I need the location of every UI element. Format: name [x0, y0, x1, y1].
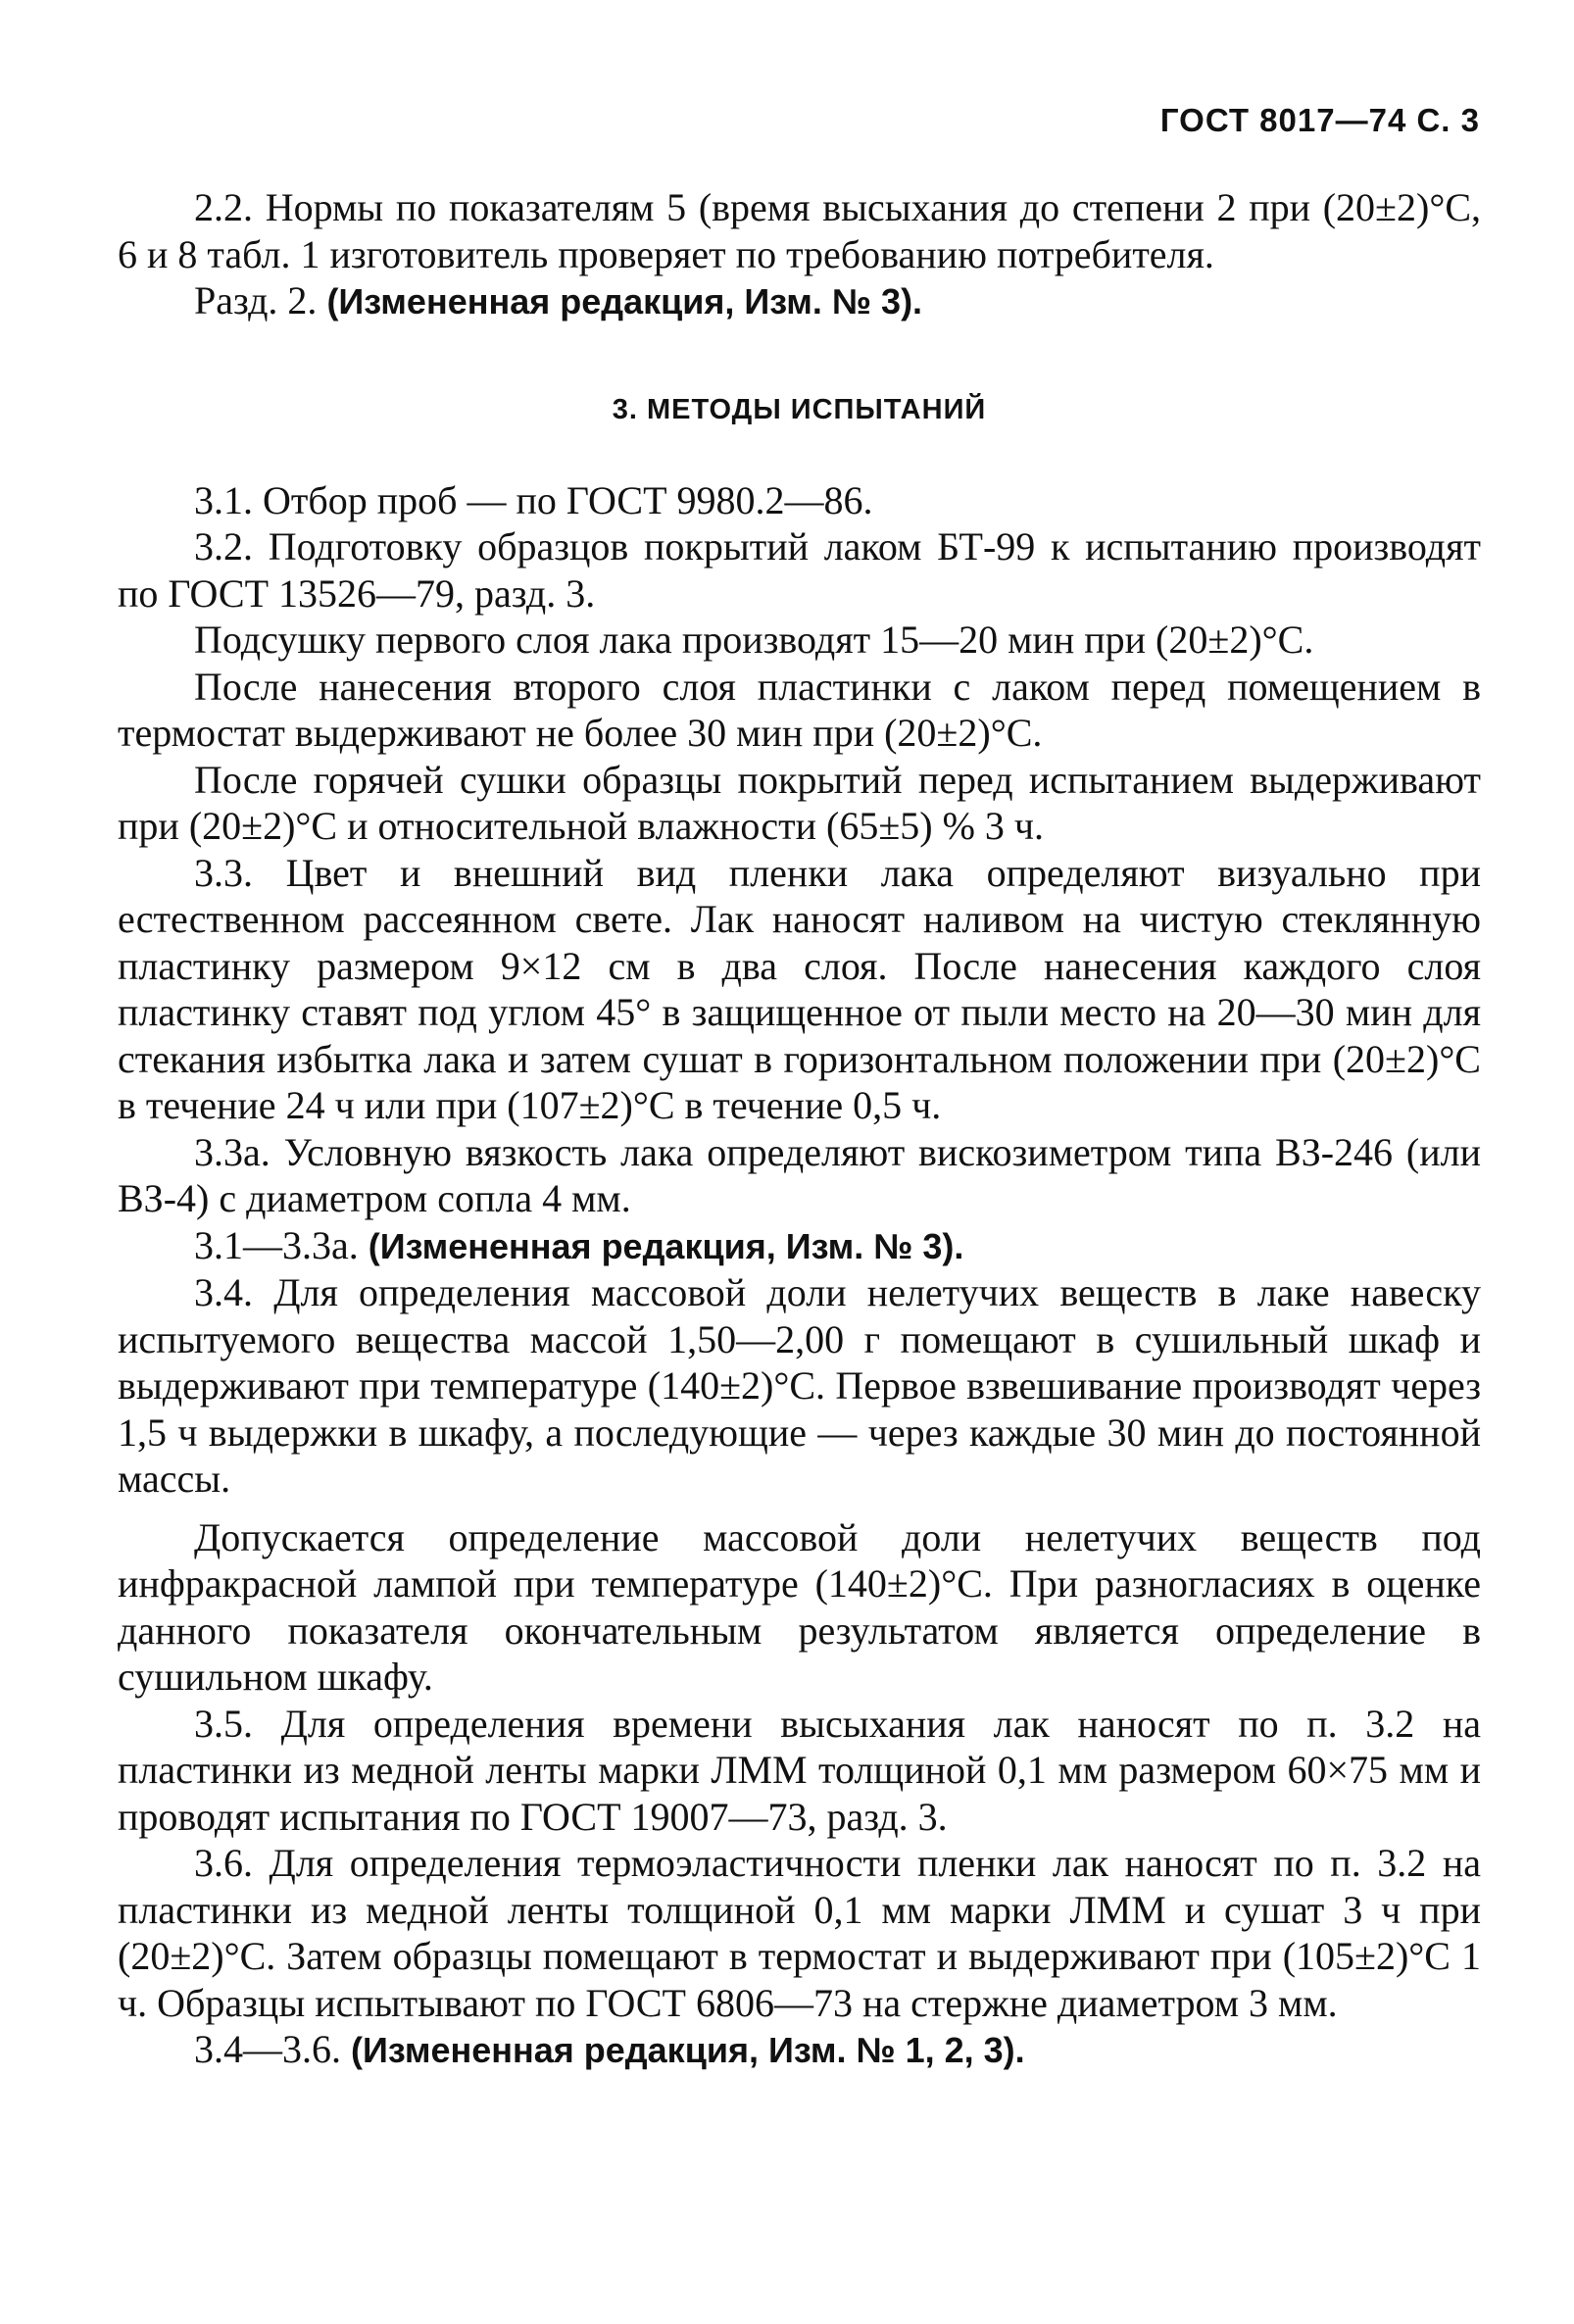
- note-lead: 3.4—3.6.: [194, 2027, 351, 2071]
- paragraph-3-2-hot-drying: После горячей сушки образцы покрытий перед испытанием выдерживают при (20±2)°С и относительной влажности (65±5) % 3 ч.: [118, 757, 1481, 848]
- amendment-note-3-4-3-6: [118, 2026, 1481, 2074]
- amendment-note-section-2: [118, 277, 1481, 325]
- note-bold: (Измененная редакция, Изм. № 3).: [368, 1225, 964, 1266]
- section-heading-methods: 3. МЕТОДЫ ИСПЫТАНИЙ: [612, 393, 987, 425]
- paragraph-3-4-infrared: Допускается определение массовой доли нелетучих веществ под инфракрасной лампой при температуре (140±2)°С. При разногласиях в оценке данного показателя окончательным результатом является определение в сушильном шкафу.: [118, 1514, 1481, 1699]
- note-lead: Разд. 2.: [194, 278, 327, 322]
- note-bold: (Измененная редакция, Изм. № 3).: [326, 281, 923, 321]
- page-header: ГОСТ 8017—74 С. 3: [1159, 102, 1480, 138]
- paragraph-3-3a: 3.3а. Условную вязкость лака определяют вискозиметром типа ВЗ-246 (или ВЗ-4) с диаметром сопла 4 мм.: [118, 1129, 1481, 1220]
- paragraph-3-5: 3.5. Для определения времени высыхания лак наносят по п. 3.2 на пластинки из медной ленты марки ЛММ толщиной 0,1 мм размером 60×75 мм и проводят испытания по ГОСТ 19007—73, разд. 3.: [118, 1701, 1481, 1839]
- paragraph-3-2: 3.2. Подготовку образцов покрытий лаком БТ-99 к испытанию производят по ГОСТ 13526—79, разд. 3.: [118, 524, 1481, 616]
- note-lead: 3.1—3.3а.: [194, 1222, 369, 1267]
- document-body: [118, 184, 1481, 2074]
- paragraph-2-2: 2.2. Нормы по показателям 5 (время высыхания до степени 2 при (20±2)°С, 6 и 8 табл. 1 изготовитель проверяет по требованию потребителя.: [118, 185, 1481, 276]
- paragraph-3-1: 3.1. Отбор проб — по ГОСТ 9980.2—86.: [194, 477, 873, 522]
- amendment-note-3-1-3-3a: [118, 1222, 1481, 1270]
- paragraph-3-2-drying: Подсушку первого слоя лака производят 15—20 мин при (20±2)°С.: [194, 618, 1314, 662]
- paragraph-3-2-second-layer: После нанесения второго слоя пластинки с лаком перед помещением в термостат выдерживают не более 30 мин при (20±2)°С.: [118, 664, 1481, 755]
- note-bold: (Измененная редакция, Изм. № 1, 2, 3).: [351, 2030, 1025, 2070]
- paragraph-3-3: 3.3. Цвет и внешний вид пленки лака определяют визуально при естественном рассеянном свете. Лак наносят наливом на чистую стеклянную пластинку размером 9×12 см в два слоя. После нанесения каждого слоя пластинку ставят под углом 45° в защищенное от пыли место на 20—30 мин для стекания избытка лака и затем сушат в горизонтальном положении при (20±2)°С в течение 24 ч или при (107±2)°С в течение 0,5 ч.: [118, 850, 1481, 1127]
- paragraph-3-4: 3.4. Для определения массовой доли нелетучих веществ в лаке навеску испытуемого вещества массой 1,50—2,00 г помещают в сушильный шкаф и выдерживают при температуре (140±2)°С. Первое взвешивание производят через 1,5 ч выдержки в шкафу, а последующие — через каждые 30 мин до постоянной массы.: [118, 1270, 1481, 1501]
- paragraph-3-6: 3.6. Для определения термоэластичности пленки лак наносят по п. 3.2 на пластинки из медной ленты толщиной 0,1 мм марки ЛММ и сушат 3 ч при (20±2)°С. Затем образцы помещают в термостат и выдерживают при (105±2)°С 1 ч. Образцы испытывают по ГОСТ 6806—73 на стержне диаметром 3 мм.: [118, 1841, 1481, 2025]
